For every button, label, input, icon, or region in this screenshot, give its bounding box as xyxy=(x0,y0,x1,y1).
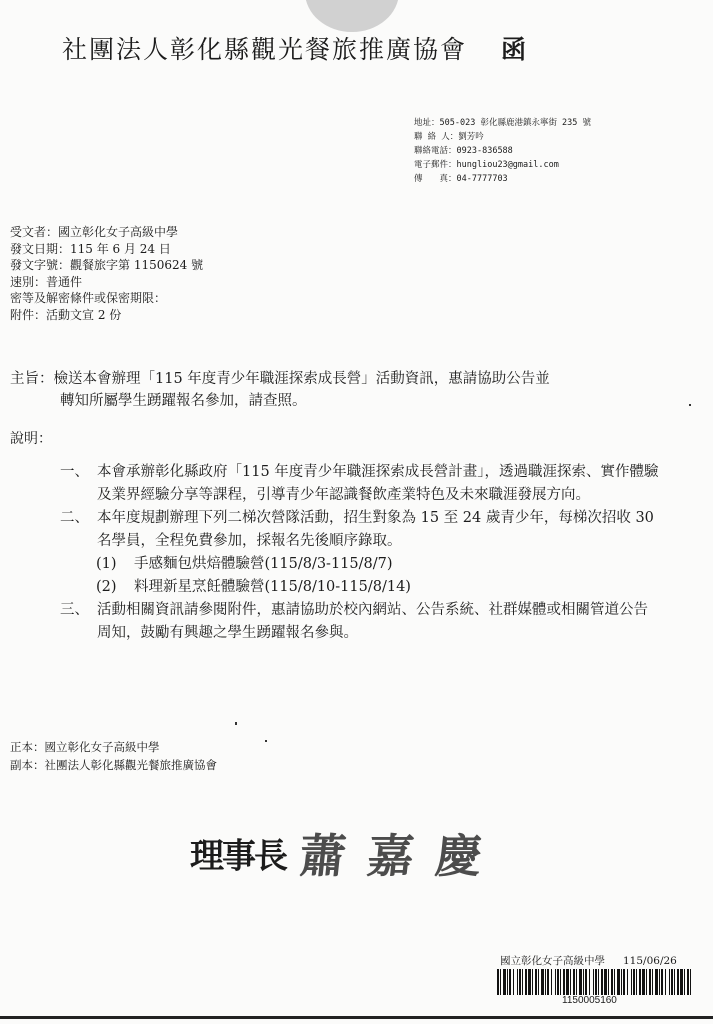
contact-person: 聯 絡 人：劉芳吟 xyxy=(414,132,484,142)
barcode-bar xyxy=(636,969,637,995)
barcode-bar xyxy=(687,969,689,995)
scan-speck xyxy=(235,722,237,725)
barcode-bar xyxy=(522,969,523,995)
barcode-bar xyxy=(525,969,527,995)
scan-speck xyxy=(265,740,267,742)
barcode-bar xyxy=(649,969,651,995)
item-number: 一、 xyxy=(60,464,89,480)
barcode-bar xyxy=(684,969,685,995)
barcode-bar xyxy=(585,969,587,995)
barcode-bar xyxy=(535,969,537,995)
explanation-item xyxy=(60,461,660,507)
barcode-bar xyxy=(652,969,653,995)
signature-block xyxy=(190,820,507,886)
barcode-bar xyxy=(690,969,691,995)
barcode-bar xyxy=(555,969,556,995)
barcode-bar xyxy=(583,969,584,995)
barcode-bar xyxy=(566,969,569,995)
barcode-bar xyxy=(633,969,635,995)
barcode-bar xyxy=(680,969,683,995)
contact-block xyxy=(414,116,591,186)
signature-title: 理事長 xyxy=(190,836,286,877)
document-meta xyxy=(10,224,203,323)
barcode-bar xyxy=(598,969,599,995)
barcode-bar xyxy=(639,969,641,995)
subject-line-2: 轉知所屬學生踴躍報名參加，請查照。 xyxy=(60,393,307,409)
item-text: 本會承辦彰化縣政府「115 年度青少年職涯探索成長營計畫」，透過職涯探索、實作體驗及業界經驗分享等課程，引導青少年認識餐飲產業特色及未來職涯發展方向。 xyxy=(97,464,659,503)
barcode-bar xyxy=(517,969,518,995)
item-text: 活動相關資訊請參閱附件，惠請協助於校內網站、公告系統、社群媒體或相關管道公告周知，鼓勵有興趣之學生踴躍報名參與。 xyxy=(97,602,648,641)
speed-class: 速別：普通件 xyxy=(10,274,83,289)
barcode-bar xyxy=(631,969,632,995)
recipient: 受文者：國立彰化女子高級中學 xyxy=(10,225,179,239)
overlay-circle xyxy=(305,0,399,32)
barcode-bar xyxy=(589,969,590,995)
barcode-bar xyxy=(560,969,561,995)
document-type: 函 xyxy=(501,35,529,64)
barcode-bar xyxy=(513,969,514,995)
subject-line-1: 主旨：檢送本會辦理「115 年度青少年職涯探索成長營」活動資訊，惠請協助公告並 xyxy=(10,371,550,387)
sub-item-number: (2) xyxy=(96,579,117,595)
barcode-bar xyxy=(617,969,620,995)
barcode-bar xyxy=(611,969,613,995)
barcode-bar xyxy=(674,969,675,995)
barcode-bar xyxy=(570,969,571,995)
barcode-bar xyxy=(655,969,658,995)
barcode-bar xyxy=(507,969,508,995)
sub-item-text: 手感麵包烘焙體驗營(115/8/3-115/8/7) xyxy=(134,556,393,572)
contact-fax: 傳 真：04-7777703 xyxy=(414,174,508,184)
barcode-bar xyxy=(614,969,615,995)
sub-item-text: 料理新星烹飪體驗營(115/8/10-115/8/14) xyxy=(134,579,411,595)
receipt-date: 115/06/26 xyxy=(623,955,677,967)
barcode-bar xyxy=(604,969,607,995)
barcode-bar xyxy=(538,969,539,995)
signature-name: 蕭嘉慶 xyxy=(296,829,507,883)
barcode-bar xyxy=(576,969,577,995)
barcode-bar xyxy=(623,969,625,995)
barcode-bar xyxy=(601,969,603,995)
attachments: 附件：活動文宣 2 份 xyxy=(10,307,122,322)
barcode-bar xyxy=(557,969,559,995)
barcode-bar xyxy=(671,969,673,995)
contact-address: 地址：505-023 彰化縣鹿港鎮永寧街 235 號 xyxy=(414,118,592,128)
barcode-bar xyxy=(551,969,552,995)
explanation-heading: 說明： xyxy=(10,431,52,447)
issue-date: 發文日期：115 年 6 月 24 日 xyxy=(10,241,171,256)
barcode-bar xyxy=(547,969,549,995)
barcode-bar xyxy=(661,969,663,995)
item-number: 二、 xyxy=(60,510,89,526)
barcode-bar xyxy=(532,969,533,995)
barcode-bar xyxy=(669,969,670,995)
barcode-bar xyxy=(579,969,582,995)
explanation-item xyxy=(60,507,660,553)
barcode-bar xyxy=(541,969,544,995)
original-copy: 正本：國立彰化女子高級中學 xyxy=(10,740,160,754)
barcode-bar xyxy=(528,969,531,995)
receipt-stamp xyxy=(500,953,677,968)
sub-item-number: (1) xyxy=(96,556,117,572)
contact-email: 電子郵件：hungliou23@gmail.com xyxy=(414,160,559,170)
document-title xyxy=(62,30,528,66)
barcode-bar xyxy=(659,969,660,995)
receipt-school: 國立彰化女子高級中學 xyxy=(500,955,605,967)
barcode-number: 1150005160 xyxy=(562,995,617,1006)
barcode-bar xyxy=(503,969,506,995)
barcode-bar xyxy=(563,969,565,995)
barcode-bar xyxy=(677,969,679,995)
subject xyxy=(10,368,550,412)
copies-block xyxy=(10,738,217,774)
org-name: 社團法人彰化縣觀光餐旅推廣協會 xyxy=(62,35,468,64)
scan-speck xyxy=(689,404,691,406)
barcode-bar xyxy=(642,969,645,995)
barcode-bar xyxy=(497,969,499,995)
contact-phone: 聯絡電話：0923-836588 xyxy=(414,146,513,156)
item-number: 三、 xyxy=(60,602,89,618)
barcode-bar xyxy=(593,969,594,995)
barcode-bar xyxy=(608,969,609,995)
barcode-bar xyxy=(627,969,628,995)
barcode-bar xyxy=(665,969,666,995)
explanation-list xyxy=(60,461,660,645)
sub-item xyxy=(60,553,660,576)
barcode-bar xyxy=(621,969,622,995)
barcode-bar xyxy=(500,969,501,995)
item-text: 本年度規劃辦理下列二梯次營隊活動，招生對象為 15 至 24 歲青少年，每梯次招收 30 名學員，全程免費參加，採報名先後順序錄取。 xyxy=(97,510,654,549)
page-bottom-edge xyxy=(0,1016,713,1019)
document-number: 發文字號：觀餐旅字第 1150624 號 xyxy=(10,258,204,272)
confidentiality: 密等及解密條件或保密期限： xyxy=(10,291,167,305)
barcode-bar xyxy=(545,969,546,995)
barcode-bar xyxy=(646,969,647,995)
barcode-bar xyxy=(573,969,575,995)
barcode xyxy=(497,969,692,995)
sub-item xyxy=(60,576,660,599)
explanation-item xyxy=(60,599,660,645)
barcode-bar xyxy=(595,969,597,995)
carbon-copy: 副本：社團法人彰化縣觀光餐旅推廣協會 xyxy=(10,758,217,772)
barcode-bar xyxy=(509,969,511,995)
barcode-bar xyxy=(519,969,521,995)
